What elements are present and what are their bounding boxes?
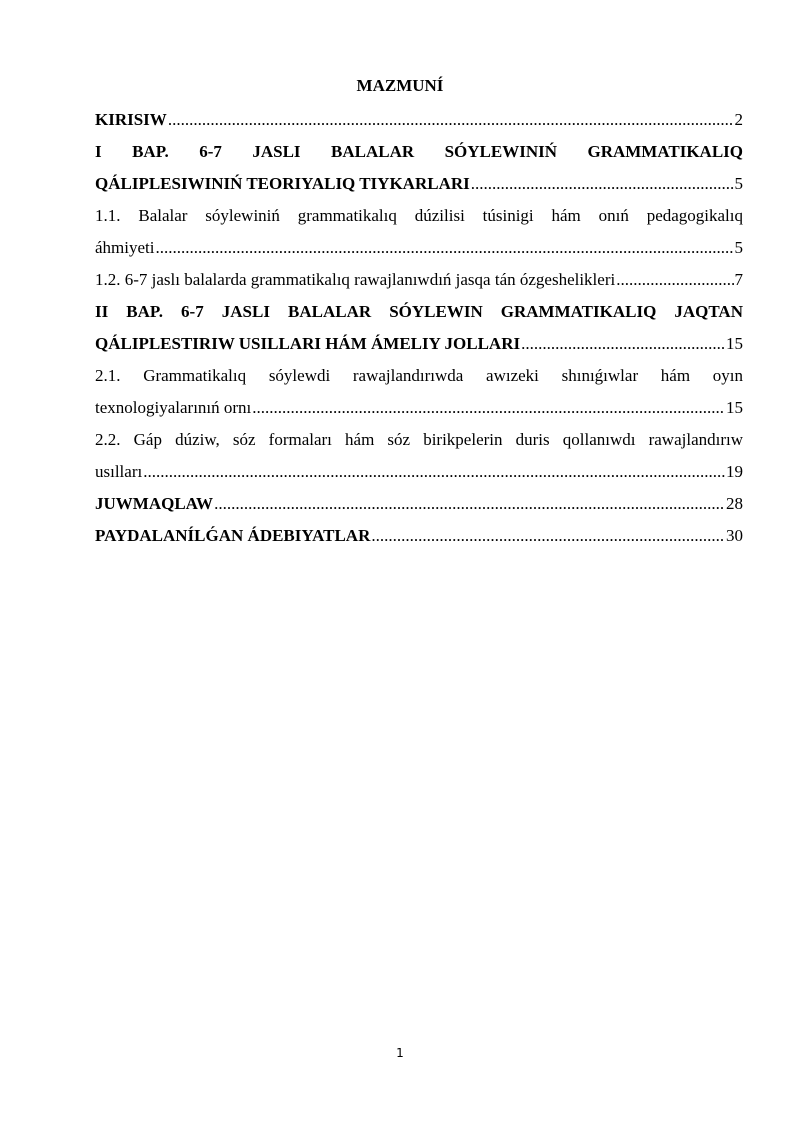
toc-entry-label: PAYDALANÍLǴAN ÁDEBIYATLAR [95, 526, 371, 545]
toc-entry-s21[interactable] [95, 397, 743, 429]
dot-leader [371, 525, 725, 547]
toc-page-number: 7 [734, 270, 743, 289]
dot-leader [214, 493, 725, 515]
toc-entry-label: usılları [95, 462, 143, 481]
toc-page-number: 28 [726, 494, 743, 513]
toc-page-number: 30 [726, 526, 743, 545]
toc-entry-label: 1.2. 6-7 jaslı balalarda grammatikalıq rawajlanıwdıń jasqa tán ózgeshelikleri [95, 270, 616, 289]
toc-entry-s11[interactable] [95, 237, 743, 269]
toc-entry-label: QÁLIPLESIWINIŃ TEORIYALIQ TIYKARLARI [95, 174, 470, 193]
toc-page-number: 19 [726, 462, 743, 481]
toc-entry-s11-line1[interactable]: 1.1. Balalar sóylewiniń grammatikalıq dúzilisi túsinigi hám onıń pedagogikalıq [95, 206, 743, 225]
dot-leader [252, 397, 725, 419]
toc-page-number: 15 [726, 334, 743, 353]
toc-entry-label: áhmiyeti [95, 238, 155, 257]
toc-page-number: 2 [734, 110, 743, 129]
toc-entry-label: KIRISIW [95, 110, 167, 129]
dot-leader [521, 333, 725, 355]
toc-entry-label: JUWMAQLAW [95, 494, 214, 513]
dot-leader [155, 237, 733, 259]
toc-entry-ch2[interactable] [95, 333, 743, 365]
toc-entry-ch1-line1[interactable]: I BAP. 6-7 JASLI BALALAR SÓYLEWINIŃ GRAMMATIKALIQ [95, 142, 743, 161]
page-number-footer: 1 [396, 1046, 404, 1060]
dot-leader [616, 269, 733, 291]
toc-entry-ch1[interactable] [95, 173, 743, 205]
toc-entry-s12[interactable] [95, 269, 743, 301]
toc-page-number: 5 [734, 174, 743, 193]
toc-entry-s22[interactable] [95, 461, 743, 493]
toc-entry-s21-line1[interactable]: 2.1. Grammatikalıq sóylewdi rawajlandırıwda awızeki shınıǵıwlar hám oyın [95, 366, 743, 385]
page-title: MAZMUNÍ [356, 76, 444, 95]
toc-entry-intro[interactable] [95, 109, 743, 141]
toc-entry-label: texnologiyalarınıń ornı [95, 398, 252, 417]
dot-leader [143, 461, 725, 483]
toc-entry-s22-line1[interactable]: 2.2. Gáp dúziw, sóz formaları hám sóz birikpelerin duris qollanıwdı rawajlandırıw [95, 430, 743, 449]
toc-entry-references[interactable] [95, 525, 743, 557]
toc-page-number: 5 [734, 238, 743, 257]
dot-leader [168, 109, 734, 131]
toc-entry-ch2-line1[interactable]: II BAP. 6-7 JASLI BALALAR SÓYLEWIN GRAMMATIKALIQ JAQTAN [95, 302, 743, 321]
dot-leader [471, 173, 734, 195]
toc-entry-conclusion[interactable] [95, 493, 743, 525]
toc-page-number: 15 [726, 398, 743, 417]
table-of-contents [95, 109, 743, 557]
toc-entry-label: QÁLIPLESTIRIW USILLARI HÁM ÁMELIY JOLLARI [95, 334, 521, 353]
